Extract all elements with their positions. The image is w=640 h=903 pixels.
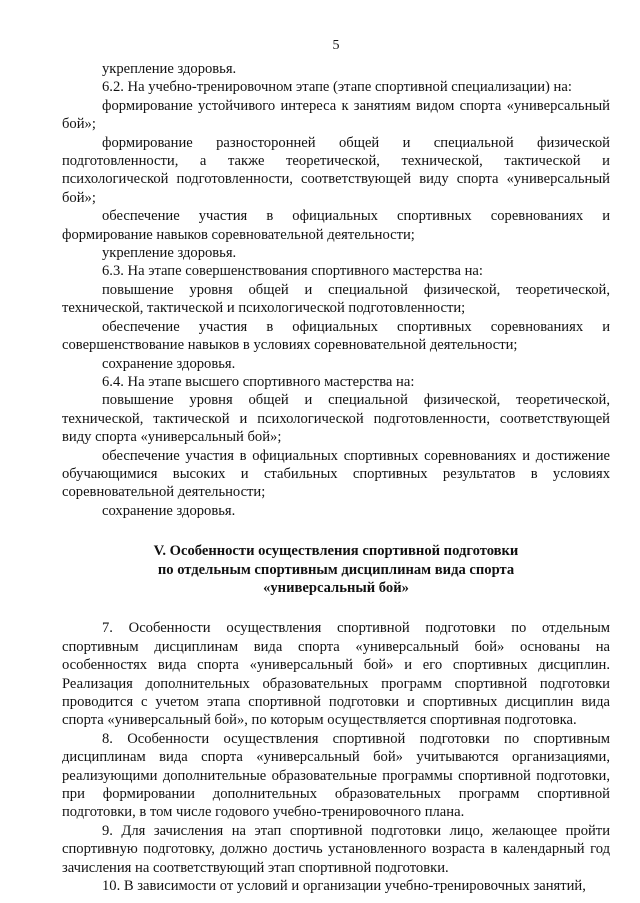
- paragraph: обеспечение участия в официальных спортивных соревнованиях и достижение обучающимися высоких и стабильных спортивных результатов в условиях соревновательной деятельности;: [62, 447, 610, 501]
- paragraph: повышение уровня общей и специальной физической, теоретической, технической, тактической и психологической подготовленности, соответствующей виду спорта «универсальный бой»;: [62, 392, 610, 446]
- paragraph: 8. Особенности осуществления спортивной подготовки по спортивным дисциплинам вида спорта «универсальный бой» учитываются организациями, реализующими дополнительные образовательные программы спортивной подготовки, при формировании дополнительных образовательных программ спортивной подготовки, в том числе годового учебно-тренировочного плана.: [62, 730, 610, 821]
- document-body: [62, 60, 610, 895]
- paragraph: укрепление здоровья.: [102, 61, 237, 77]
- section-heading-line: «универсальный бой»: [263, 579, 409, 596]
- paragraph: формирование разносторонней общей и специальной физической подготовленности, а также теоретической, технической, тактической и психологической подготовленности, соответствующей виду спорта «универсальный бой»;: [62, 134, 610, 206]
- paragraph: 9. Для зачисления на этап спортивной подготовки лицо, желающее пройти спортивную подготовку, должно достичь установленного возраста в календарный год зачисления на соответствующий этап спортивной подготовки.: [62, 822, 610, 876]
- paragraph: укрепление здоровья.: [102, 245, 237, 262]
- paragraph: 7. Особенности осуществления спортивной подготовки по отдельным спортивным дисциплинам вида спорта «универсальный бой» основаны на особенностях вида спорта «универсальный бой» и его спортивных дисциплин. Реализация дополнительных образовательных программ спортивной подготовки проводится с учетом этапа спортивной подготовки и спортивных дисциплин вида спорта «универсальный бой», по которым осуществляется спортивная подготовка.: [62, 620, 610, 729]
- paragraph: 6.3. На этапе совершенствования спортивного мастерства на:: [102, 263, 483, 280]
- paragraph: обеспечение участия в официальных спортивных соревнованиях и совершенствование навыков в условиях соревновательной деятельности;: [62, 318, 610, 354]
- paragraph: сохранение здоровья.: [102, 502, 236, 519]
- page-number: 5: [332, 38, 340, 53]
- paragraph: 10. В зависимости от условий и организации учебно-тренировочных занятий,: [102, 878, 586, 895]
- paragraph: обеспечение участия в официальных спортивных соревнованиях и формирование навыков соревновательной деятельности;: [62, 208, 610, 243]
- paragraph: формирование устойчивого интереса к занятиям видом спорта «универсальный бой»;: [62, 97, 610, 133]
- paragraph: сохранение здоровья.: [102, 355, 236, 372]
- paragraph: повышение уровня общей и специальной физической, теоретической, технической, тактической и психологической подготовленности;: [62, 281, 610, 317]
- paragraph: 6.4. На этапе высшего спортивного мастерства на:: [102, 373, 415, 390]
- paragraph: 6.2. На учебно-тренировочном этапе (этапе спортивной специализации) на:: [102, 79, 572, 96]
- section-heading: [62, 542, 610, 597]
- section-heading-line: V. Особенности осуществления спортивной подготовки: [153, 543, 519, 560]
- section-heading-line: по отдельным спортивным дисциплинам вида спорта: [157, 561, 515, 578]
